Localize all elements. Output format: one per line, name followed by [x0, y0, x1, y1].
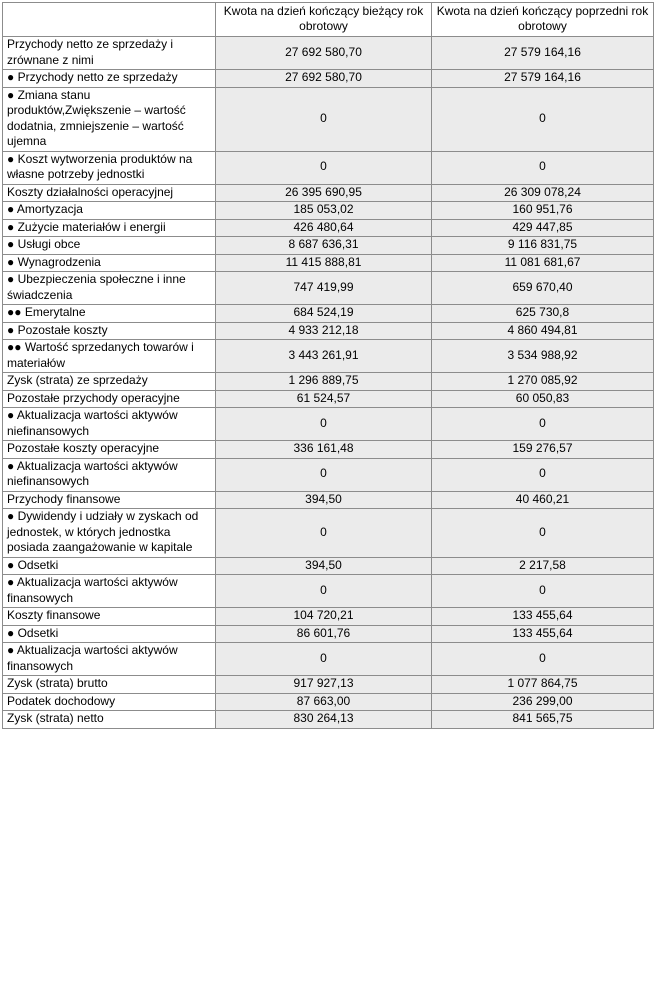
row-value-previous: 0 [432, 575, 654, 608]
header-previous-year: Kwota na dzień kończący poprzedni rok obrotowy [432, 3, 654, 37]
table-row [3, 390, 654, 408]
row-value-current: 336 161,48 [216, 441, 432, 459]
row-label: ● Przychody netto ze sprzedaży [3, 70, 216, 88]
row-value-previous: 60 050,83 [432, 390, 654, 408]
table-row [3, 575, 654, 608]
row-value-current: 830 264,13 [216, 711, 432, 729]
row-value-current: 0 [216, 509, 432, 558]
row-label: Przychody netto ze sprzedaży i zrównane z nimi [3, 37, 216, 70]
row-value-previous: 40 460,21 [432, 491, 654, 509]
row-value-previous: 27 579 164,16 [432, 37, 654, 70]
header-corner [3, 3, 216, 37]
row-value-previous: 0 [432, 87, 654, 151]
table-row [3, 373, 654, 391]
table-row [3, 37, 654, 70]
row-value-current: 27 692 580,70 [216, 70, 432, 88]
row-value-previous: 1 270 085,92 [432, 373, 654, 391]
row-value-current: 0 [216, 408, 432, 441]
table-row [3, 340, 654, 373]
table-row [3, 254, 654, 272]
table-row [3, 509, 654, 558]
table-row [3, 643, 654, 676]
row-value-current: 394,50 [216, 491, 432, 509]
row-value-current: 0 [216, 151, 432, 184]
row-value-current: 86 601,76 [216, 625, 432, 643]
table-row [3, 441, 654, 459]
row-label: Pozostałe koszty operacyjne [3, 441, 216, 459]
row-value-previous: 0 [432, 151, 654, 184]
table-row [3, 557, 654, 575]
table-row [3, 70, 654, 88]
row-value-current: 11 415 888,81 [216, 254, 432, 272]
table-row [3, 608, 654, 626]
row-value-previous: 2 217,58 [432, 557, 654, 575]
row-value-previous: 0 [432, 509, 654, 558]
row-value-previous: 9 116 831,75 [432, 237, 654, 255]
row-label: ● Amortyzacja [3, 202, 216, 220]
row-value-current: 3 443 261,91 [216, 340, 432, 373]
row-value-current: 394,50 [216, 557, 432, 575]
row-value-previous: 27 579 164,16 [432, 70, 654, 88]
table-row [3, 711, 654, 729]
row-value-current: 684 524,19 [216, 305, 432, 323]
table-row [3, 184, 654, 202]
row-label: ● Aktualizacja wartości aktywów finansowych [3, 575, 216, 608]
row-value-current: 426 480,64 [216, 219, 432, 237]
row-label: Podatek dochodowy [3, 693, 216, 711]
row-value-previous: 659 670,40 [432, 272, 654, 305]
row-value-previous: 0 [432, 643, 654, 676]
row-value-previous: 26 309 078,24 [432, 184, 654, 202]
row-value-previous: 133 455,64 [432, 625, 654, 643]
row-label: ● Ubezpieczenia społeczne i inne świadczenia [3, 272, 216, 305]
row-value-previous: 159 276,57 [432, 441, 654, 459]
table-row [3, 458, 654, 491]
row-label: ● Odsetki [3, 557, 216, 575]
row-value-current: 0 [216, 643, 432, 676]
row-value-current: 8 687 636,31 [216, 237, 432, 255]
row-label: ● Usługi obce [3, 237, 216, 255]
row-label: Zysk (strata) ze sprzedaży [3, 373, 216, 391]
row-value-current: 27 692 580,70 [216, 37, 432, 70]
row-value-current: 0 [216, 575, 432, 608]
row-label: Zysk (strata) brutto [3, 676, 216, 694]
row-label: ● Aktualizacja wartości aktywów niefinansowych [3, 458, 216, 491]
row-label: Pozostałe przychody operacyjne [3, 390, 216, 408]
row-value-current: 185 053,02 [216, 202, 432, 220]
row-value-previous: 1 077 864,75 [432, 676, 654, 694]
row-label: Przychody finansowe [3, 491, 216, 509]
header-row [3, 3, 654, 37]
row-label: ● Pozostałe koszty [3, 322, 216, 340]
row-label: ● Odsetki [3, 625, 216, 643]
table-row [3, 491, 654, 509]
row-label: ● Aktualizacja wartości aktywów finansowych [3, 643, 216, 676]
header-current-year: Kwota na dzień kończący bieżący rok obrotowy [216, 3, 432, 37]
table-row [3, 625, 654, 643]
row-value-previous: 133 455,64 [432, 608, 654, 626]
row-value-previous: 625 730,8 [432, 305, 654, 323]
row-value-previous: 3 534 988,92 [432, 340, 654, 373]
row-label: ● Dywidendy i udziały w zyskach od jednostek, w których jednostka posiada zaangażowanie w kapitale [3, 509, 216, 558]
row-value-previous: 160 951,76 [432, 202, 654, 220]
row-label: ● Zmiana stanu produktów,Zwiększenie – wartość dodatnia, zmniejszenie – wartość ujemna [3, 87, 216, 151]
table-row [3, 322, 654, 340]
table-row [3, 237, 654, 255]
row-value-current: 1 296 889,75 [216, 373, 432, 391]
table-row [3, 693, 654, 711]
row-label: Koszty działalności operacyjnej [3, 184, 216, 202]
row-label: ● Wynagrodzenia [3, 254, 216, 272]
table-row [3, 202, 654, 220]
row-label: ● Koszt wytworzenia produktów na własne potrzeby jednostki [3, 151, 216, 184]
row-value-previous: 429 447,85 [432, 219, 654, 237]
table-row [3, 272, 654, 305]
row-value-current: 747 419,99 [216, 272, 432, 305]
row-value-current: 87 663,00 [216, 693, 432, 711]
row-value-previous: 0 [432, 408, 654, 441]
table-row [3, 87, 654, 151]
row-value-current: 917 927,13 [216, 676, 432, 694]
row-value-current: 0 [216, 458, 432, 491]
row-label: ●● Emerytalne [3, 305, 216, 323]
financial-table [2, 2, 654, 729]
table-row [3, 676, 654, 694]
row-value-previous: 0 [432, 458, 654, 491]
table-row [3, 151, 654, 184]
table-row [3, 408, 654, 441]
row-value-previous: 11 081 681,67 [432, 254, 654, 272]
table-row [3, 305, 654, 323]
row-value-current: 104 720,21 [216, 608, 432, 626]
row-value-previous: 841 565,75 [432, 711, 654, 729]
row-value-current: 61 524,57 [216, 390, 432, 408]
row-label: ●● Wartość sprzedanych towarów i materiałów [3, 340, 216, 373]
table-row [3, 219, 654, 237]
row-value-current: 26 395 690,95 [216, 184, 432, 202]
row-value-previous: 236 299,00 [432, 693, 654, 711]
row-label: Koszty finansowe [3, 608, 216, 626]
row-label: ● Zużycie materiałów i energii [3, 219, 216, 237]
row-label: ● Aktualizacja wartości aktywów niefinansowych [3, 408, 216, 441]
row-value-current: 4 933 212,18 [216, 322, 432, 340]
row-label: Zysk (strata) netto [3, 711, 216, 729]
row-value-previous: 4 860 494,81 [432, 322, 654, 340]
row-value-current: 0 [216, 87, 432, 151]
